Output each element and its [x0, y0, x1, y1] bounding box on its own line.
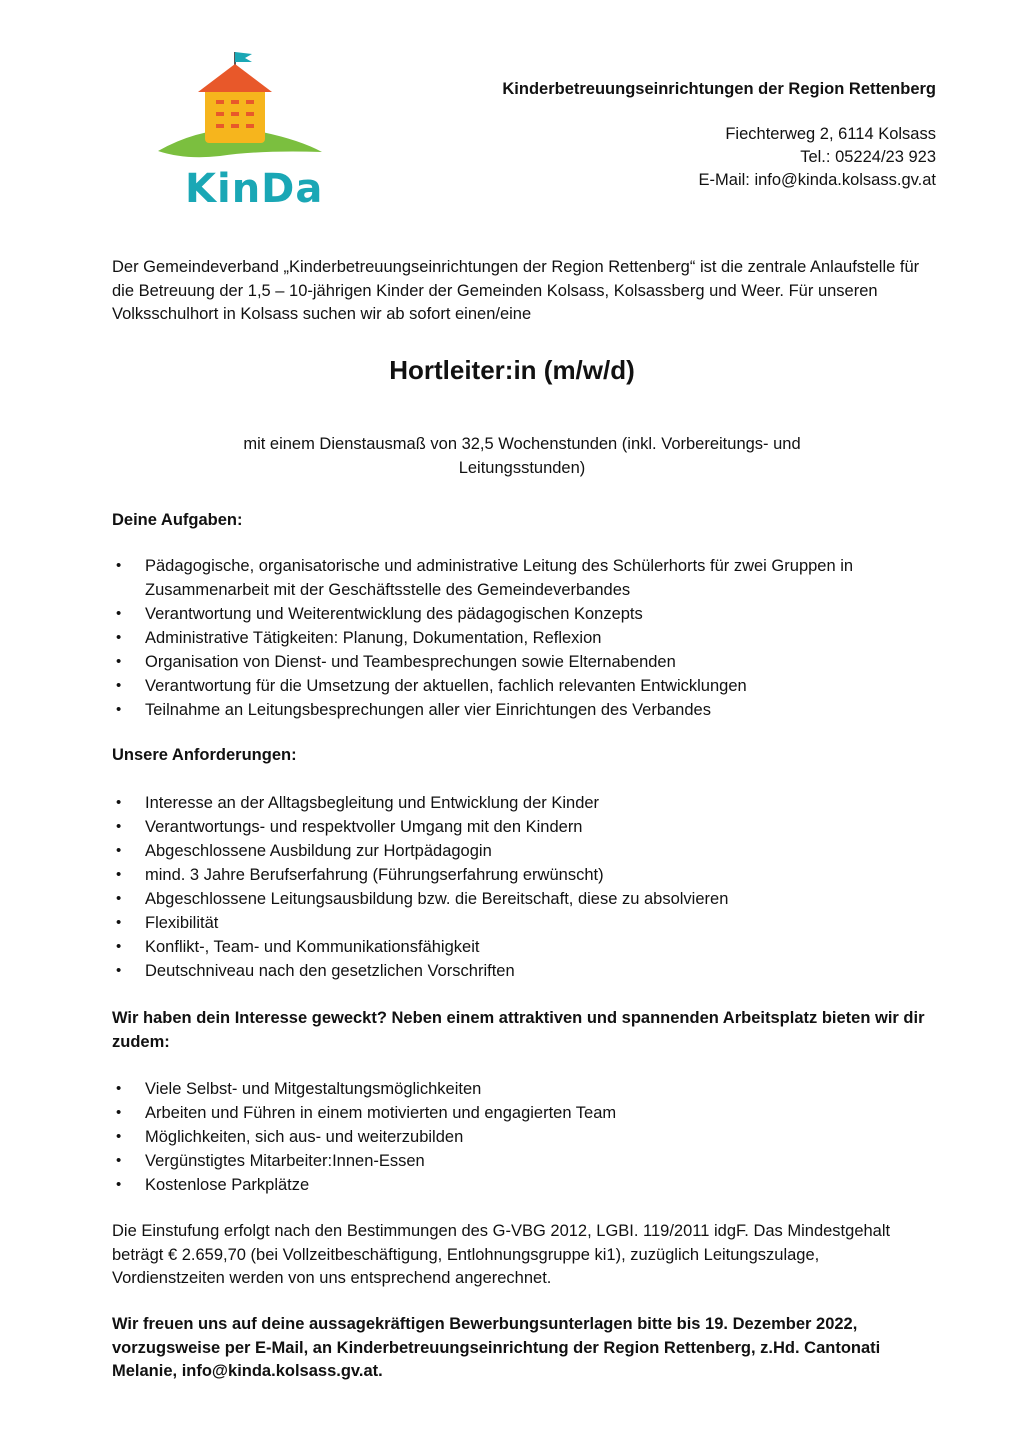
- list-item: • Verantwortung für die Umsetzung der aktuellen, fachlich relevanten Entwicklungen: [112, 674, 912, 698]
- closing-paragraph: Wir freuen uns auf deine aussagekräftigen Bewerbungsunterlagen bitte bis 19. Dezember 2022, vorzugsweise per E-Mail, an Kinderbetreuungseinrichtung der Region Rettenberg, z.Hd. Cantonati Melanie, info@kinda.kolsass.gv.at.: [112, 1315, 881, 1380]
- organization-phone: Tel.: 05224/23 923: [800, 148, 936, 166]
- salary-paragraph: Die Einstufung erfolgt nach den Bestimmungen des G-VBG 2012, LGBI. 119/2011 idgF. Das Mindestgehalt beträgt € 2.659,70 (bei Vollzeitbeschäftigung, Entlohnungsgruppe ki1), zuzüglich Leitungszulage, Vordienstzeiten werden von uns entsprechend angerechnet.: [112, 1222, 891, 1287]
- bullet-icon: •: [116, 938, 122, 955]
- list-item: • Arbeiten und Führen in einem motivierten und engagierten Team: [112, 1101, 912, 1125]
- list-item: • Pädagogische, organisatorische und administrative Leitung des Schülerhorts für zwei Gruppen in Zusammenarbeit mit der Geschäftsstelle des Gemeindeverbandes: [112, 554, 912, 602]
- list-item: • Teilnahme an Leitungsbesprechungen aller vier Einrichtungen des Verbandes: [112, 698, 912, 722]
- bullet-icon: •: [116, 653, 122, 670]
- requirements-list: [112, 791, 912, 983]
- list-item: • Kostenlose Parkplätze: [112, 1173, 912, 1197]
- list-item: • Abgeschlossene Leitungsausbildung bzw. die Bereitschaft, diese zu absolvieren: [112, 887, 912, 911]
- requirements-heading: Unsere Anforderungen:: [112, 746, 297, 764]
- bullet-icon: •: [116, 1080, 122, 1097]
- bullet-icon: •: [116, 1128, 122, 1145]
- list-item: • Viele Selbst- und Mitgestaltungsmöglichkeiten: [112, 1077, 912, 1101]
- list-item: • Möglichkeiten, sich aus- und weiterzubilden: [112, 1125, 912, 1149]
- list-item: • Konflikt-, Team- und Kommunikationsfähigkeit: [112, 935, 912, 959]
- bullet-icon: •: [116, 629, 122, 646]
- list-item: • Interesse an der Alltagsbegleitung und Entwicklung der Kinder: [112, 791, 912, 815]
- bullet-icon: •: [116, 818, 122, 835]
- job-subtitle: mit einem Dienstausmaß von 32,5 Wochenstunden (inkl. Vorbereitungs- und Leitungsstunden): [243, 435, 801, 477]
- bullet-icon: •: [116, 890, 122, 907]
- bullet-icon: •: [116, 1104, 122, 1121]
- bullet-icon: •: [116, 1176, 122, 1193]
- kinda-logo: [150, 48, 330, 213]
- bullet-icon: •: [116, 557, 122, 574]
- list-item: • Verantwortung und Weiterentwicklung des pädagogischen Konzepts: [112, 602, 912, 626]
- intro-paragraph: Der Gemeindeverband „Kinderbetreuungseinrichtungen der Region Rettenberg“ ist die zentrale Anlaufstelle für die Betreuung der 1,5 – 10-jährigen Kinder der Gemeinden Kolsass, Kolsassberg und Weer. Für unseren Volksschulhort in Kolsass suchen wir ab sofort einen/eine: [112, 258, 920, 323]
- benefits-heading: Wir haben dein Interesse geweckt? Neben einem attraktiven und spannenden Arbeitsplatz bieten wir dir zudem:: [112, 1009, 925, 1051]
- organization-name: Kinderbetreuungseinrichtungen der Region Rettenberg: [502, 80, 936, 98]
- bullet-icon: •: [116, 701, 122, 718]
- bullet-icon: •: [116, 1152, 122, 1169]
- list-item: • Organisation von Dienst- und Teambesprechungen sowie Elternabenden: [112, 650, 912, 674]
- tasks-heading: Deine Aufgaben:: [112, 511, 243, 529]
- organization-email: E-Mail: info@kinda.kolsass.gv.at: [698, 171, 936, 189]
- list-item: • Administrative Tätigkeiten: Planung, Dokumentation, Reflexion: [112, 626, 912, 650]
- job-title: Hortleiter:in (m/w/d): [389, 355, 635, 385]
- bullet-icon: •: [116, 842, 122, 859]
- list-item: • Vergünstigtes Mitarbeiter:Innen-Essen: [112, 1149, 912, 1173]
- list-item: • mind. 3 Jahre Berufserfahrung (Führungserfahrung erwünscht): [112, 863, 912, 887]
- bullet-icon: •: [116, 794, 122, 811]
- bullet-icon: •: [116, 962, 122, 979]
- bullet-icon: •: [116, 866, 122, 883]
- bullet-icon: •: [116, 605, 122, 622]
- list-item: • Abgeschlossene Ausbildung zur Hortpädagogin: [112, 839, 912, 863]
- castle-tower-icon: [150, 48, 330, 168]
- list-item: • Verantwortungs- und respektvoller Umgang mit den Kindern: [112, 815, 912, 839]
- organization-address: Fiechterweg 2, 6114 Kolsass: [725, 125, 936, 143]
- list-item: • Deutschniveau nach den gesetzlichen Vorschriften: [112, 959, 912, 983]
- list-item: • Flexibilität: [112, 911, 912, 935]
- bullet-icon: •: [116, 677, 122, 694]
- benefits-list: [112, 1077, 912, 1197]
- tasks-list: [112, 554, 912, 722]
- logo-wordmark: KinDa: [185, 166, 324, 212]
- organization-contact: [502, 78, 936, 192]
- bullet-icon: •: [116, 914, 122, 931]
